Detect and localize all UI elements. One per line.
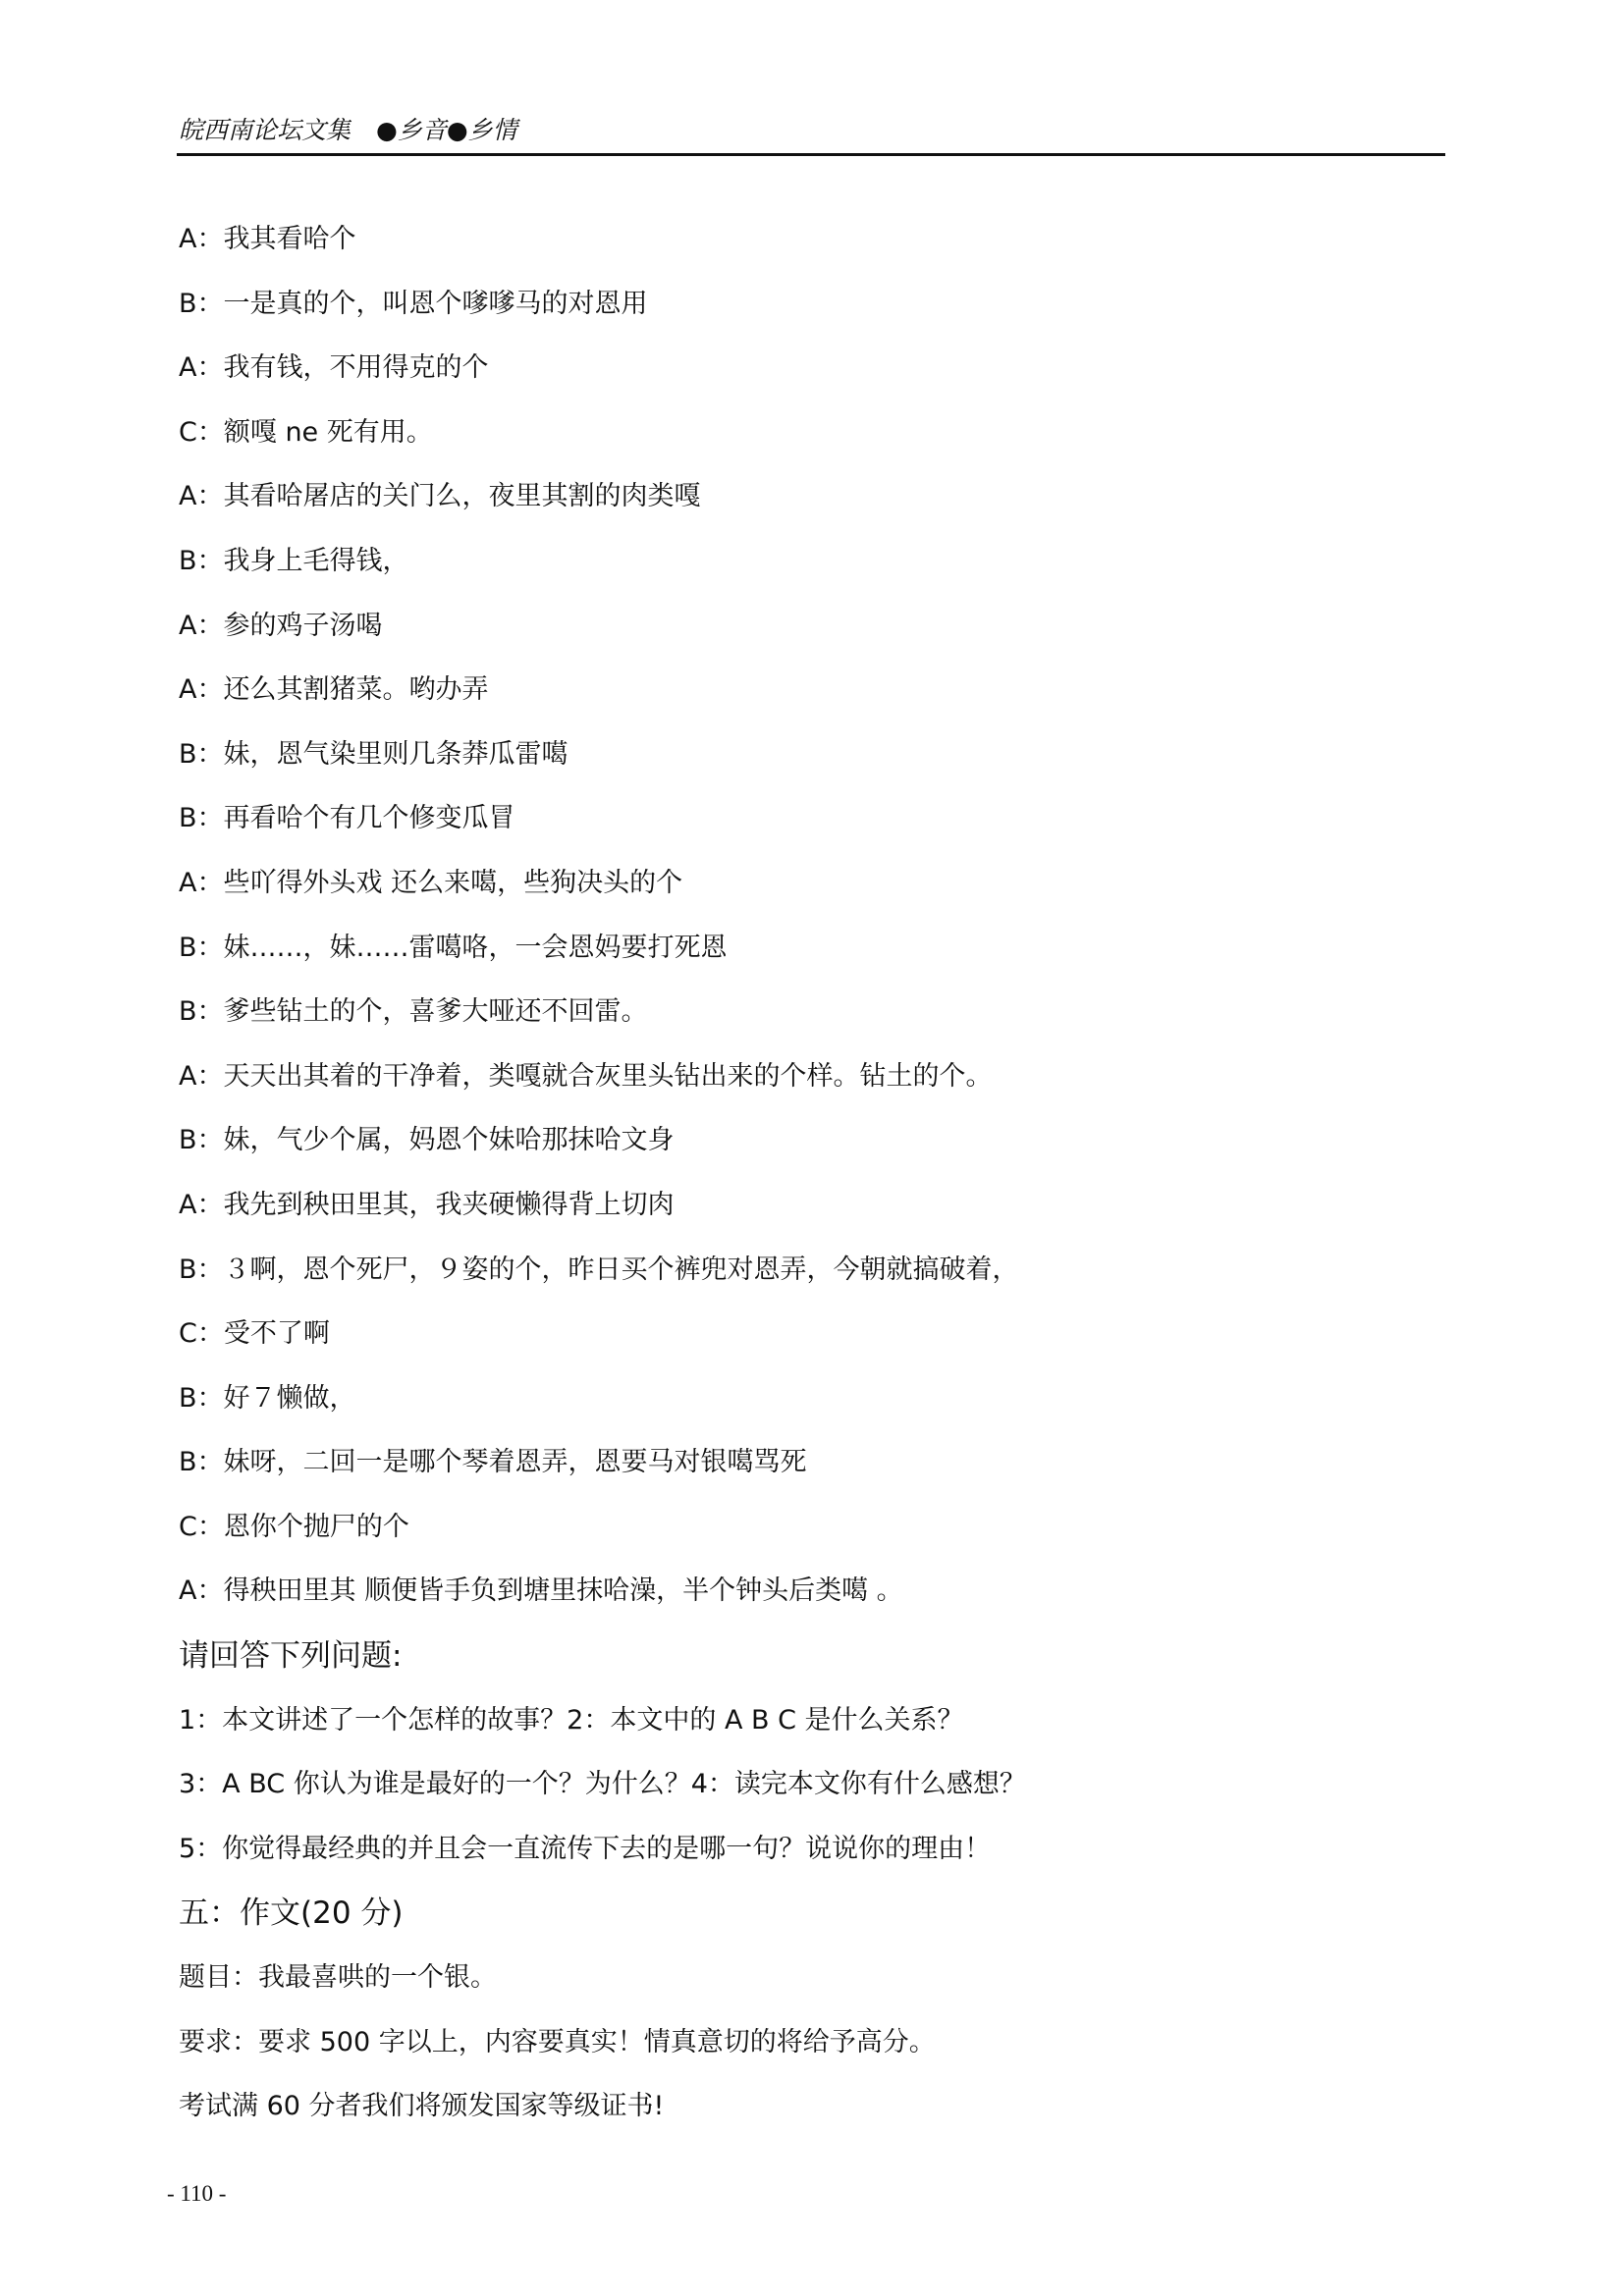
speaker-label: B [179, 288, 197, 319]
speaker-colon: ： [196, 1060, 224, 1092]
speaker-label: B [179, 803, 197, 834]
dialogue-line [179, 1381, 1445, 1446]
dialogue-line [179, 287, 1445, 351]
dialogue-text: 我其看哈个 [223, 224, 356, 254]
dialogue-text: 恩你个抛尸的个 [223, 1511, 409, 1542]
speaker-colon: ： [196, 1382, 224, 1414]
speaker-colon: ： [196, 352, 224, 384]
speaker-colon: ： [196, 1318, 224, 1350]
dialogue-text: 些吖得外头戏 还么来噶，些狗决头的个 [223, 867, 683, 898]
speaker-label: A [179, 224, 197, 254]
dialogue-line [179, 1316, 1445, 1381]
speaker-label: B [179, 1254, 197, 1285]
dialogue-text: 我先到秧田里其，我夹硬懒得背上切肉 [223, 1189, 675, 1220]
speaker-label: A [179, 1060, 197, 1092]
dialogue-line [179, 1510, 1445, 1575]
dialogue-line [179, 1123, 1445, 1188]
dialogue-line [179, 737, 1445, 802]
speaker-label: A [179, 352, 197, 384]
speaker-colon: ： [196, 803, 224, 834]
dialogue-line [179, 672, 1445, 737]
speaker-label: C [179, 1511, 197, 1542]
speaker-label: B [179, 932, 197, 963]
speaker-colon: ： [196, 610, 224, 641]
speaker-colon: ： [196, 416, 224, 448]
dialogue-text: 得秧田里其 顺便皆手负到塘里抹哈澡，半个钟头后类噶 。 [223, 1575, 903, 1607]
dialogue-text: 天天出其着的干净着，类嘎就合灰里头钻出来的个样。钻土的个。 [223, 1060, 993, 1092]
dialogue-text: 我有钱，不用得克的个 [223, 352, 489, 384]
collection-title: 皖西南论坛文集 [179, 116, 352, 144]
dialogue-text: 妹呀，二回一是哪个琴着恩弄，恩要马对银噶骂死 [223, 1447, 807, 1478]
questions-list [179, 1703, 1445, 1896]
question-line: 5：你觉得最经典的并且会一直流传下去的是哪一句？说说你的理由！ [179, 1833, 992, 1864]
speaker-label: B [179, 996, 197, 1028]
speaker-label: B [179, 1125, 197, 1156]
header-text [179, 116, 517, 145]
speaker-label: B [179, 738, 197, 770]
speaker-label: A [179, 1189, 197, 1220]
speaker-label: C [179, 416, 197, 448]
running-header [177, 116, 1445, 156]
dialogue-text: 我身上毛得钱， [223, 545, 409, 576]
speaker-label: B [179, 545, 197, 576]
dialogue-line [179, 415, 1445, 480]
speaker-label: A [179, 1575, 197, 1607]
speaker-label: A [179, 674, 197, 706]
dialogue-text: 参的鸡子汤喝 [223, 610, 383, 641]
speaker-label: A [179, 867, 197, 898]
speaker-colon: ： [196, 996, 224, 1028]
dialogue-line [179, 609, 1445, 673]
speaker-colon: ： [196, 1511, 224, 1542]
page-number: - 110 - [167, 2181, 227, 2206]
page-body [179, 222, 1445, 2154]
speaker-label: C [179, 1318, 197, 1350]
dialogue-line [179, 479, 1445, 544]
essay-line: 要求：要求 500 字以上，内容要真实！情真意切的将给予高分。 [179, 2026, 936, 2057]
essay-line: 题目：我最喜哄的一个银。 [179, 1962, 497, 1994]
questions-heading: 请回答下列问题: [179, 1638, 403, 1675]
speaker-colon: ： [196, 738, 224, 770]
dialogue-line [179, 1574, 1445, 1638]
speaker-colon: ： [196, 288, 224, 319]
dialogue-text: 妹……，妹……雷噶咯，一会恩妈要打死恩 [223, 932, 728, 963]
dialogue-text: 妹，恩气染里则几条莽瓜雷噶 [223, 738, 568, 770]
dialogue-text: 其看哈屠店的关门么，夜里其割的肉类嘎 [223, 481, 701, 512]
speaker-colon: ： [196, 1447, 224, 1478]
dialogue-line [179, 1445, 1445, 1510]
dialogue-line [179, 350, 1445, 415]
essay-heading: 五：作文(20 分) [179, 1896, 404, 1932]
dialogue-text: 再看哈个有几个修变瓜冒 [223, 803, 515, 834]
dialogue-line [179, 1253, 1445, 1317]
dialogue-line [179, 222, 1445, 287]
speaker-colon: ： [196, 867, 224, 898]
dialogue-text: 额嘎 ne 死有用。 [223, 416, 433, 448]
speaker-colon: ： [196, 1575, 224, 1607]
question-line: 3：A BC 你认为谁是最好的一个？为什么？4：读完本文你有什么感想？ [179, 1769, 1026, 1800]
essay-instructions [179, 1960, 1445, 2154]
speaker-colon: ： [196, 224, 224, 254]
dialogue-line [179, 931, 1445, 995]
dialogue-text: 还么其割猪菜。哟办弄 [223, 674, 489, 706]
speaker-colon: ： [196, 1189, 224, 1220]
speaker-colon: ： [196, 674, 224, 706]
speaker-colon: ： [196, 932, 224, 963]
section-title: ●乡音●乡情 [376, 116, 517, 144]
dialogue-text: 妹，气少个属，妈恩个妹哈那抹哈文身 [223, 1125, 675, 1156]
dialogue-line [179, 994, 1445, 1059]
dialogue-text: 好７懒做， [223, 1382, 356, 1414]
dialogue-line [179, 1059, 1445, 1124]
question-line: 1：本文讲述了一个怎样的故事？2：本文中的 A B C 是什么关系？ [179, 1704, 964, 1735]
dialogue-text: 爹些钻土的个，喜爹大哑还不回雷。 [223, 996, 648, 1028]
speaker-colon: ： [196, 545, 224, 576]
dialogue-line [179, 866, 1445, 931]
dialogue [179, 222, 1445, 1638]
speaker-label: A [179, 610, 197, 641]
dialogue-line [179, 544, 1445, 609]
speaker-colon: ： [196, 1125, 224, 1156]
speaker-colon: ： [196, 481, 224, 512]
speaker-label: A [179, 481, 197, 512]
dialogue-line [179, 1188, 1445, 1253]
essay-line: 考试满 60 分者我们将颁发国家等级证书! [179, 2091, 665, 2122]
dialogue-text: 一是真的个，叫恩个嗲嗲马的对恩用 [223, 288, 648, 319]
speaker-colon: ： [196, 1254, 224, 1285]
speaker-label: B [179, 1382, 197, 1414]
speaker-label: B [179, 1447, 197, 1478]
dialogue-line [179, 801, 1445, 866]
dialogue-text: 受不了啊 [223, 1318, 330, 1350]
dialogue-text: ３啊，恩个死尸，９姿的个，昨日买个裤兜对恩弄，今朝就搞破着， [223, 1254, 1019, 1285]
